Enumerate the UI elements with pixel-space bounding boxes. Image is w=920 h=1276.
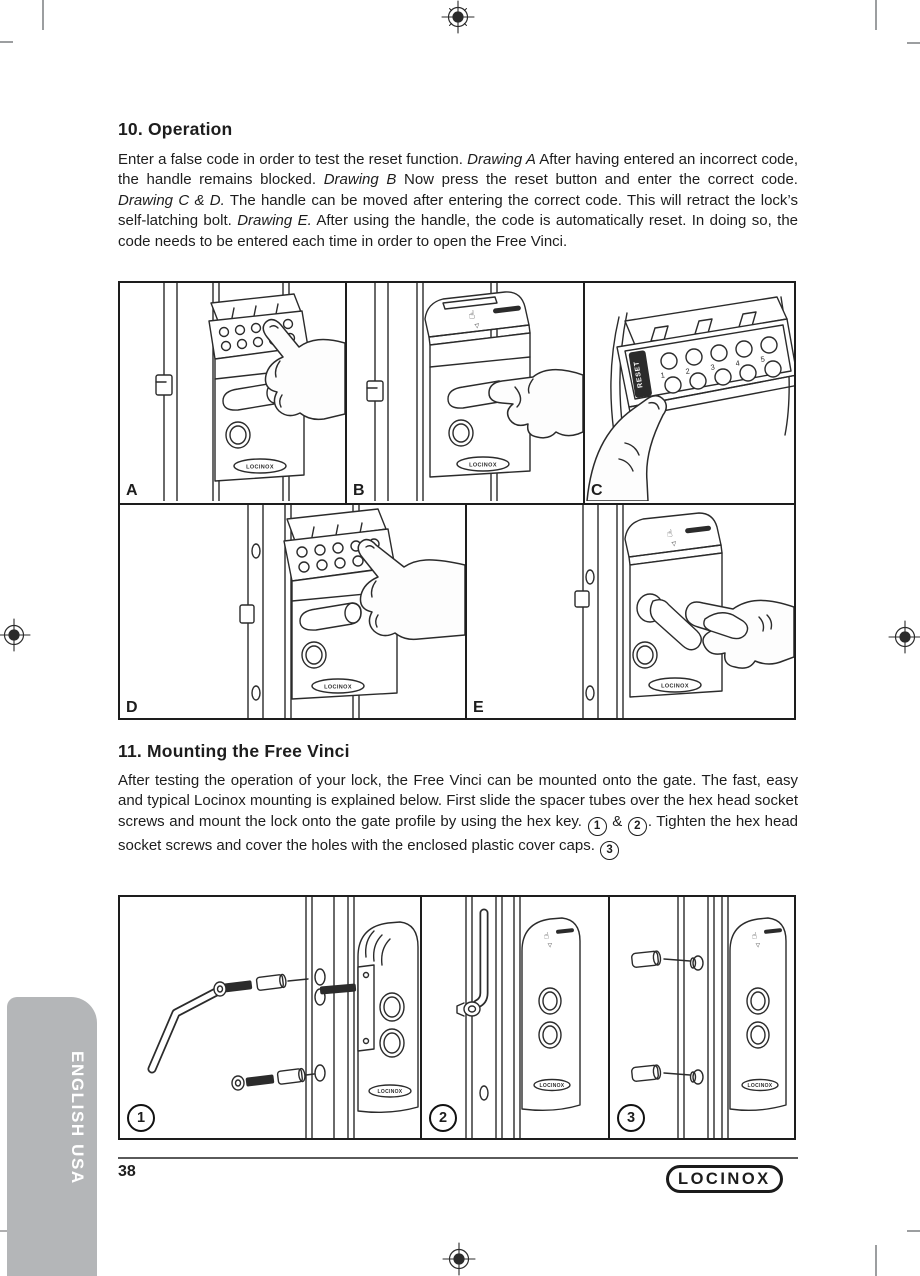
brand-logo: LOCINOX: [666, 1165, 783, 1193]
panel-label-circled: 2: [429, 1104, 457, 1132]
hand-press-icon: ☝: [467, 308, 477, 322]
drawing-2-tighten-with-hex-key: [422, 897, 608, 1138]
section-paragraph: After testing the operation of your lock, the Free Vinci can be mounted onto the gate. The fast, easy and typical Locinox mounting is explained below. First slide the spacer tubes over the hex head socket screws and mount the lock onto the gate profile by using the hex key. 1 & 2 . Tighten the hex head socket screws and cover the holes with the enclosed plastic cover caps. 3: [118, 771, 798, 860]
drawing-b-handle-blocked: [347, 283, 583, 501]
lock-brand-label: LOCINOX: [539, 1083, 565, 1089]
section-heading: 10. Operation: [118, 119, 233, 139]
keypad-digit: 1: [659, 370, 666, 380]
drawing-a-enter-false-code: [120, 283, 345, 501]
keypad-digit: 4: [734, 358, 741, 368]
circled-number: 1: [588, 817, 607, 836]
trim-mark: [42, 0, 44, 30]
registration-mark-icon: [441, 0, 475, 34]
figure-operation: [118, 281, 796, 720]
language-tab-label: ENGLISH USA: [68, 1051, 87, 1185]
trim-mark: [875, 1245, 877, 1276]
drawing-3-fit-cover-caps: [610, 897, 792, 1138]
footer-rule: [118, 1157, 798, 1159]
lock-brand-label: LOCINOX: [747, 1083, 773, 1089]
trim-mark: [0, 41, 13, 43]
hand-press-icon: ☝: [543, 931, 550, 942]
panel-drawing-c: [585, 283, 794, 503]
panel-label: A: [126, 482, 138, 499]
figure-mounting: [118, 895, 796, 1140]
circled-number: 3: [600, 841, 619, 860]
section-operation-paragraph-wrap: [118, 150, 798, 252]
panel-label: C: [591, 482, 603, 499]
arrow-down-icon: ▽: [547, 942, 553, 949]
panel-drawing-e: [467, 505, 794, 720]
registration-mark-icon: [888, 620, 920, 654]
lock-brand-label: LOCINOX: [661, 683, 689, 690]
trim-mark: [907, 1230, 920, 1232]
circled-number: 2: [628, 817, 647, 836]
panel-mounting-1: [120, 897, 422, 1138]
section-operation-heading-wrap: [118, 119, 798, 140]
panel-drawing-b: [347, 283, 585, 503]
arrow-down-icon: ▽: [755, 942, 761, 949]
trim-mark: [907, 42, 920, 44]
drawing-1-insert-screws-spacers: [120, 897, 420, 1138]
panel-mounting-3: [610, 897, 794, 1138]
lock-brand-label: LOCINOX: [469, 462, 497, 469]
lock-brand-label: LOCINOX: [324, 684, 352, 691]
section-mounting-heading-wrap: [118, 741, 798, 762]
panel-drawing-a: [120, 283, 347, 503]
arrow-down-icon: ▽: [671, 540, 677, 548]
section-heading: 11. Mounting the Free Vinci: [118, 741, 350, 761]
panel-mounting-2: [422, 897, 610, 1138]
reset-button-label: RESET: [633, 360, 645, 389]
panel-label: D: [126, 699, 138, 716]
panel-drawing-d: [120, 505, 467, 720]
keypad-digit: 5: [759, 354, 766, 364]
arrow-down-icon: ▽: [474, 322, 480, 330]
hand-press-icon: ☝: [751, 931, 758, 942]
keypad-digit: 3: [709, 362, 716, 372]
registration-mark-icon: [442, 1242, 476, 1276]
page-number: 38: [118, 1163, 136, 1180]
panel-label-circled: 1: [127, 1104, 155, 1132]
panel-label: E: [473, 699, 484, 716]
drawing-c-press-reset: [585, 283, 794, 501]
drawing-d-enter-correct-code: [120, 505, 465, 718]
trim-mark: [875, 0, 877, 30]
section-paragraph: Enter a false code in order to test the reset function. Drawing A After having entered an incorrect code, the handle remains blocked. Drawing B Now press the reset button and enter the correct code. Drawing C & D. The handle can be moved after entering the correct code. This will retract the lock’s self-latching bolt. Drawing E. After using the handle, the code is automatically reset. In doing so, the code needs to be entered each time in order to open the Free Vinci.: [118, 151, 799, 250]
panel-label: B: [353, 482, 365, 499]
registration-mark-icon: [0, 618, 31, 652]
lock-brand-label: LOCINOX: [246, 464, 274, 471]
section-mounting-paragraph-wrap: [118, 771, 798, 860]
keypad-digit: 2: [684, 366, 691, 376]
hand-press-icon: ☝: [665, 528, 674, 540]
language-tab: [7, 997, 97, 1276]
panel-label-circled: 3: [617, 1104, 645, 1132]
lock-brand-label: LOCINOX: [377, 1089, 403, 1095]
drawing-e-use-handle: [467, 505, 794, 718]
